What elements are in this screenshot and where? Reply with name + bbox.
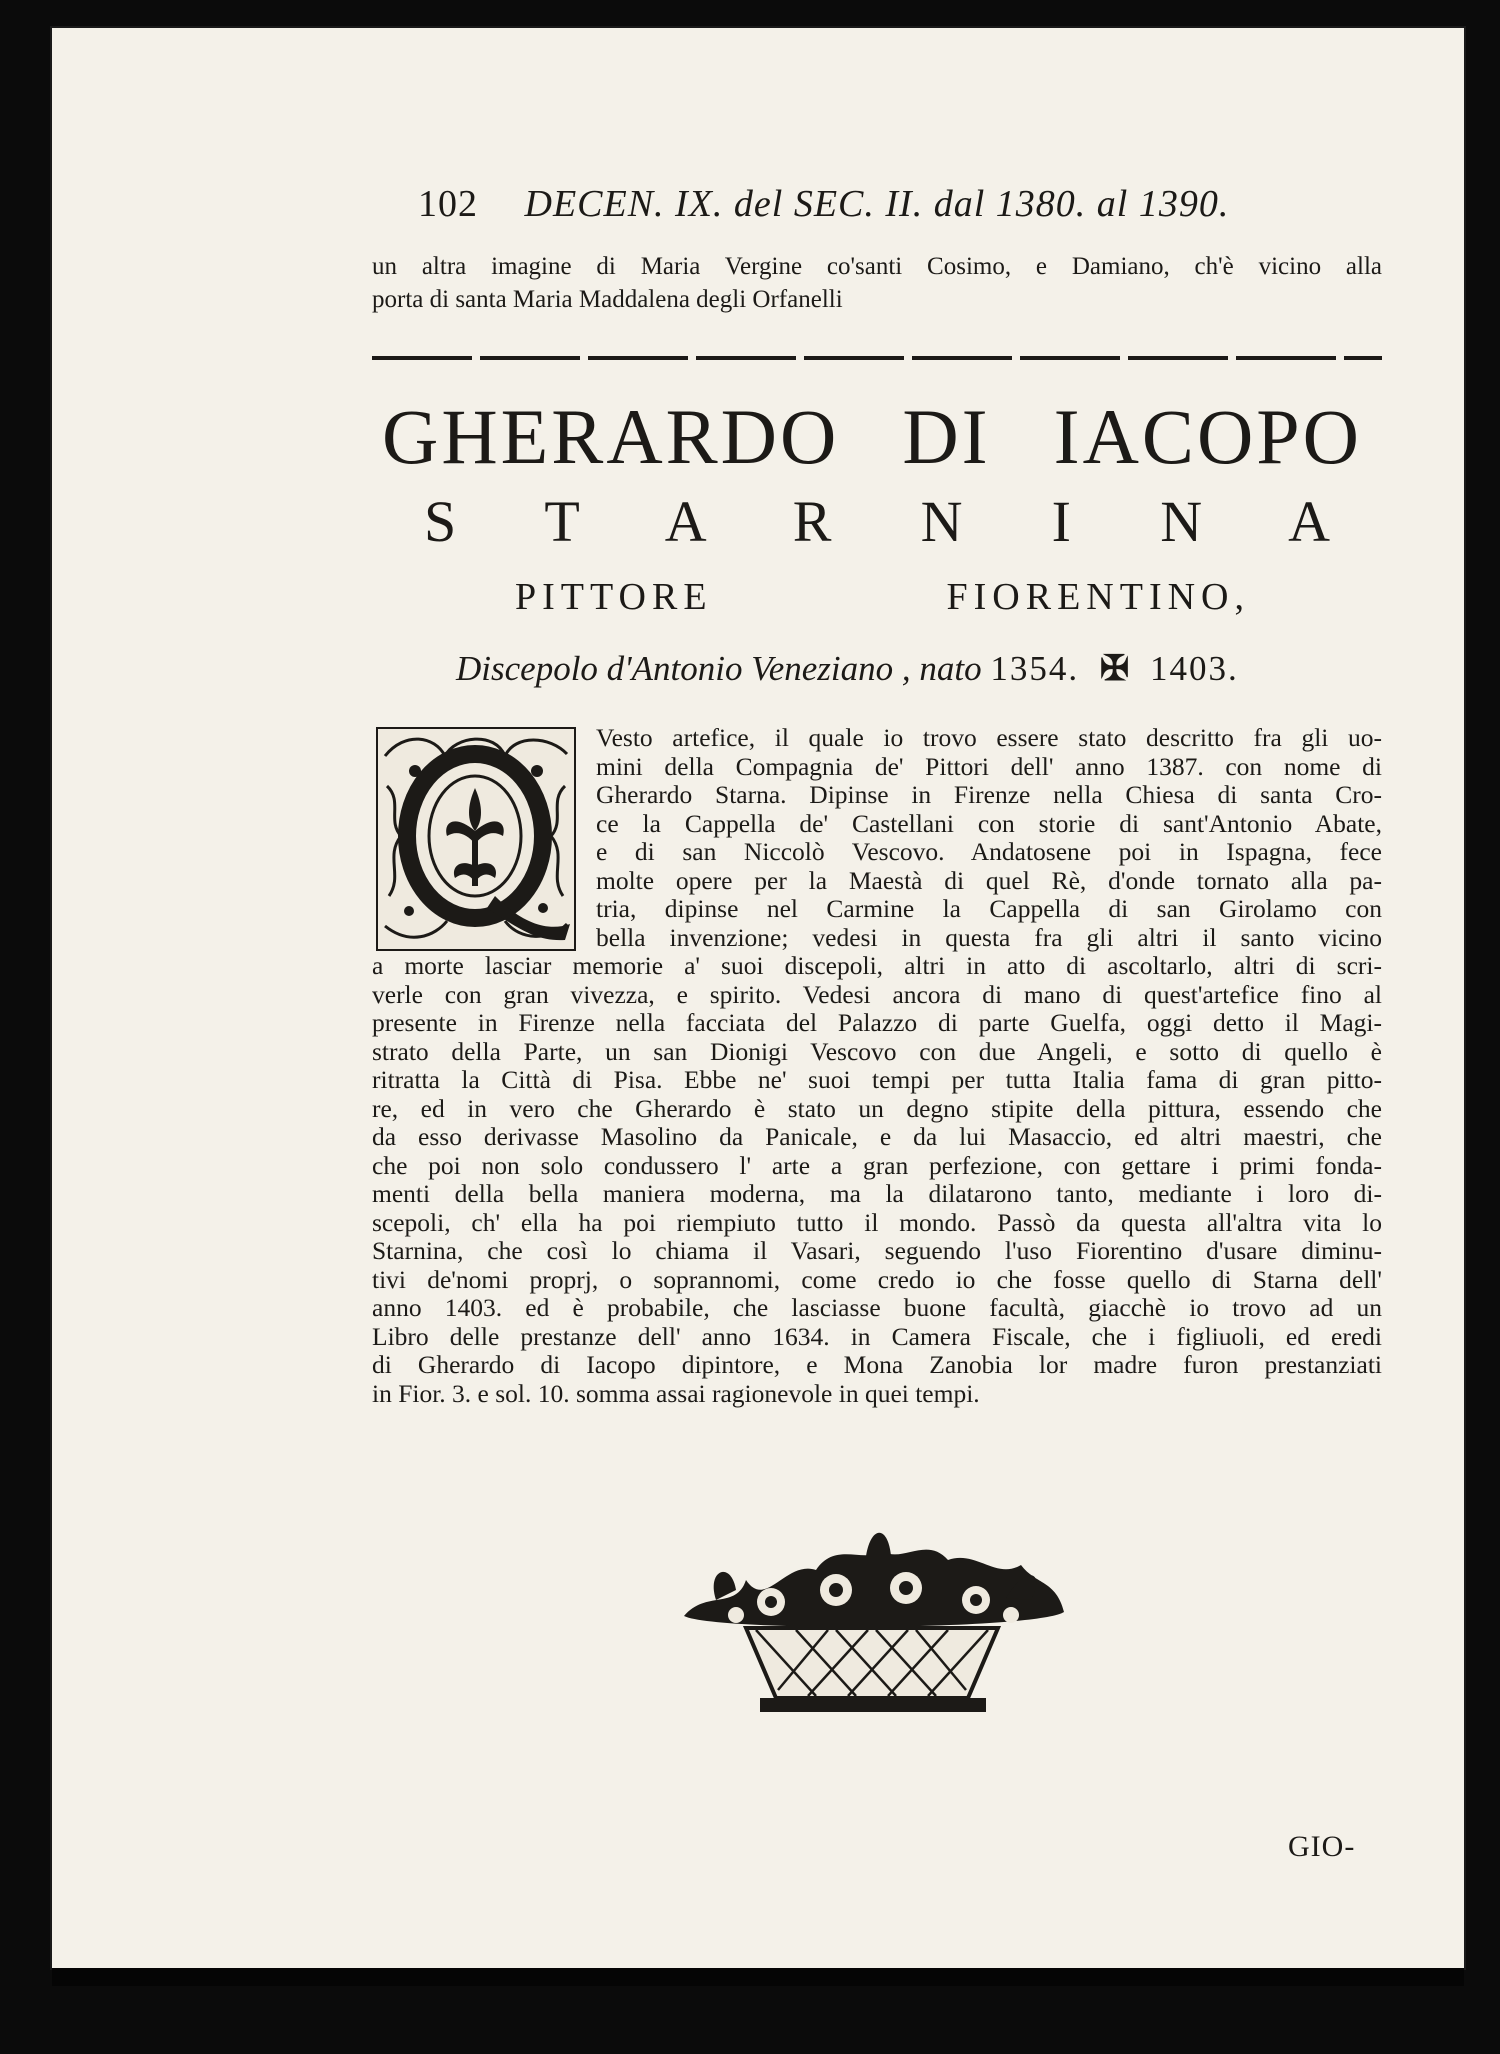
paragraph-line: verle con gran vivezza, e spirito. Vedesi ancora di mano di quest'artefice fino al: [372, 979, 1382, 1009]
paragraph-line: Vesto artefice, il quale io trovo essere stato descritto fra gli uo-: [596, 723, 1382, 752]
paragraph-line: tivi de'nomi proprj, o soprannomi, come credo io che fosse quello di Starna dell': [372, 1264, 1382, 1294]
paragraph-line: scepoli, ch' ella ha poi riempiuto tutto il mondo. Passò da questa all'altra vita lo: [372, 1207, 1382, 1237]
death-cross-icon: ✠: [1099, 649, 1130, 688]
birth-year: 1354.: [990, 649, 1080, 688]
paragraph-line: a morte lasciar memorie a' suoi discepoli, altri in atto di ascoltarlo, altri di scri-: [372, 951, 1382, 980]
pupil-of-text: Discepolo d'Antonio Veneziano , nato: [456, 649, 982, 688]
chapter-subtitle: PITTORE FIORENTINO,: [515, 576, 1250, 618]
paragraph-line: di Gherardo di Iacopo dipintore, e Mona Zanobia lor madre furon prestanziati: [372, 1350, 1382, 1379]
chapter-dates-line: [456, 646, 1336, 692]
running-head-title: DECEN. IX. del SEC. II. dal 1380. al 1390.: [524, 183, 1230, 225]
paragraph-line: che poi non solo condussero l' arte a gran perfezione, con gettare i primi fonda-: [372, 1150, 1382, 1180]
paragraph-line: presente in Firenze nella facciata del Palazzo di parte Guelfa, oggi detto il Magi-: [372, 1008, 1382, 1037]
biography-paragraph: [372, 724, 1382, 1408]
flower-basket-tailpiece-icon: [676, 1520, 1068, 1720]
paragraph-line: in Fior. 3. e sol. 10. somma assai ragionevole in quei tempi.: [372, 1378, 980, 1408]
page-number: 102: [418, 183, 478, 225]
paragraph-line: re, ed in vero che Gherardo è stato un degno stipite della pittura, essendo che: [372, 1093, 1382, 1123]
paragraph-line: molte opere per la Maestà di quel Rè, d'onde tornato alla pa-: [596, 865, 1382, 895]
paragraph-line: e di san Niccolò Vescovo. Andatosene poi in Ispagna, fece: [596, 837, 1382, 866]
paragraph-line: bella invenzione; vedesi in questa fra gli altri il santo vicino: [596, 922, 1382, 952]
paragraph-line: menti della bella maniera moderna, ma la dilatarono tanto, mediante i loro di-: [372, 1179, 1382, 1208]
catchword: GIO-: [1288, 1830, 1356, 1863]
paragraph-line: Gherardo Starna. Dipinse in Firenze nella Chiesa di santa Cro-: [596, 780, 1382, 809]
running-head: [418, 182, 1298, 226]
carryover-text: [372, 250, 1382, 316]
paragraph-line: da esso derivasse Masolino da Panicale, e da lui Masaccio, ed altri maestri, che: [372, 1122, 1382, 1151]
paragraph-line: ritratta la Città di Pisa. Ebbe ne' suoi tempi per tutta Italia fama di gran pitto-: [372, 1065, 1382, 1094]
paragraph-line: tria, dipinse nel Carmine la Cappella di san Girolamo con: [596, 894, 1382, 923]
scan-edge: [52, 1968, 1464, 1986]
paragraph-line: anno 1403. ed è probabile, che lasciasse buone facultà, giacchè io trovo ad un: [372, 1293, 1382, 1322]
paragraph-line: Libro delle prestanze dell' anno 1634. in Camera Fiscale, che i figliuoli, ed eredi: [372, 1321, 1382, 1351]
carryover-line: porta di santa Maria Maddalena degli Orfanelli: [372, 286, 843, 313]
chapter-title-surname: S T A R N I N A: [424, 489, 1330, 554]
chapter-title-name: GHERARDO DI IACOPO: [382, 393, 1362, 480]
paragraph-line: ce la Cappella de' Castellani con storie di sant'Antonio Abate,: [596, 808, 1382, 838]
paragraph-line: Starnina, che così lo chiama il Vasari, seguendo l'uso Fiorentino d'usare diminu-: [372, 1236, 1382, 1265]
paragraph-line: strato della Parte, un san Dionigi Vescovo con due Angeli, e sotto di quello è: [372, 1036, 1382, 1066]
death-year: 1403.: [1149, 649, 1239, 688]
section-divider: [372, 356, 1382, 360]
paragraph-line: mini della Compagnia de' Pittori dell' anno 1387. con nome di: [596, 751, 1382, 781]
carryover-line: un altra imagine di Maria Vergine co'santi Cosimo, e Damiano, ch'è vicino alla: [372, 253, 1382, 280]
